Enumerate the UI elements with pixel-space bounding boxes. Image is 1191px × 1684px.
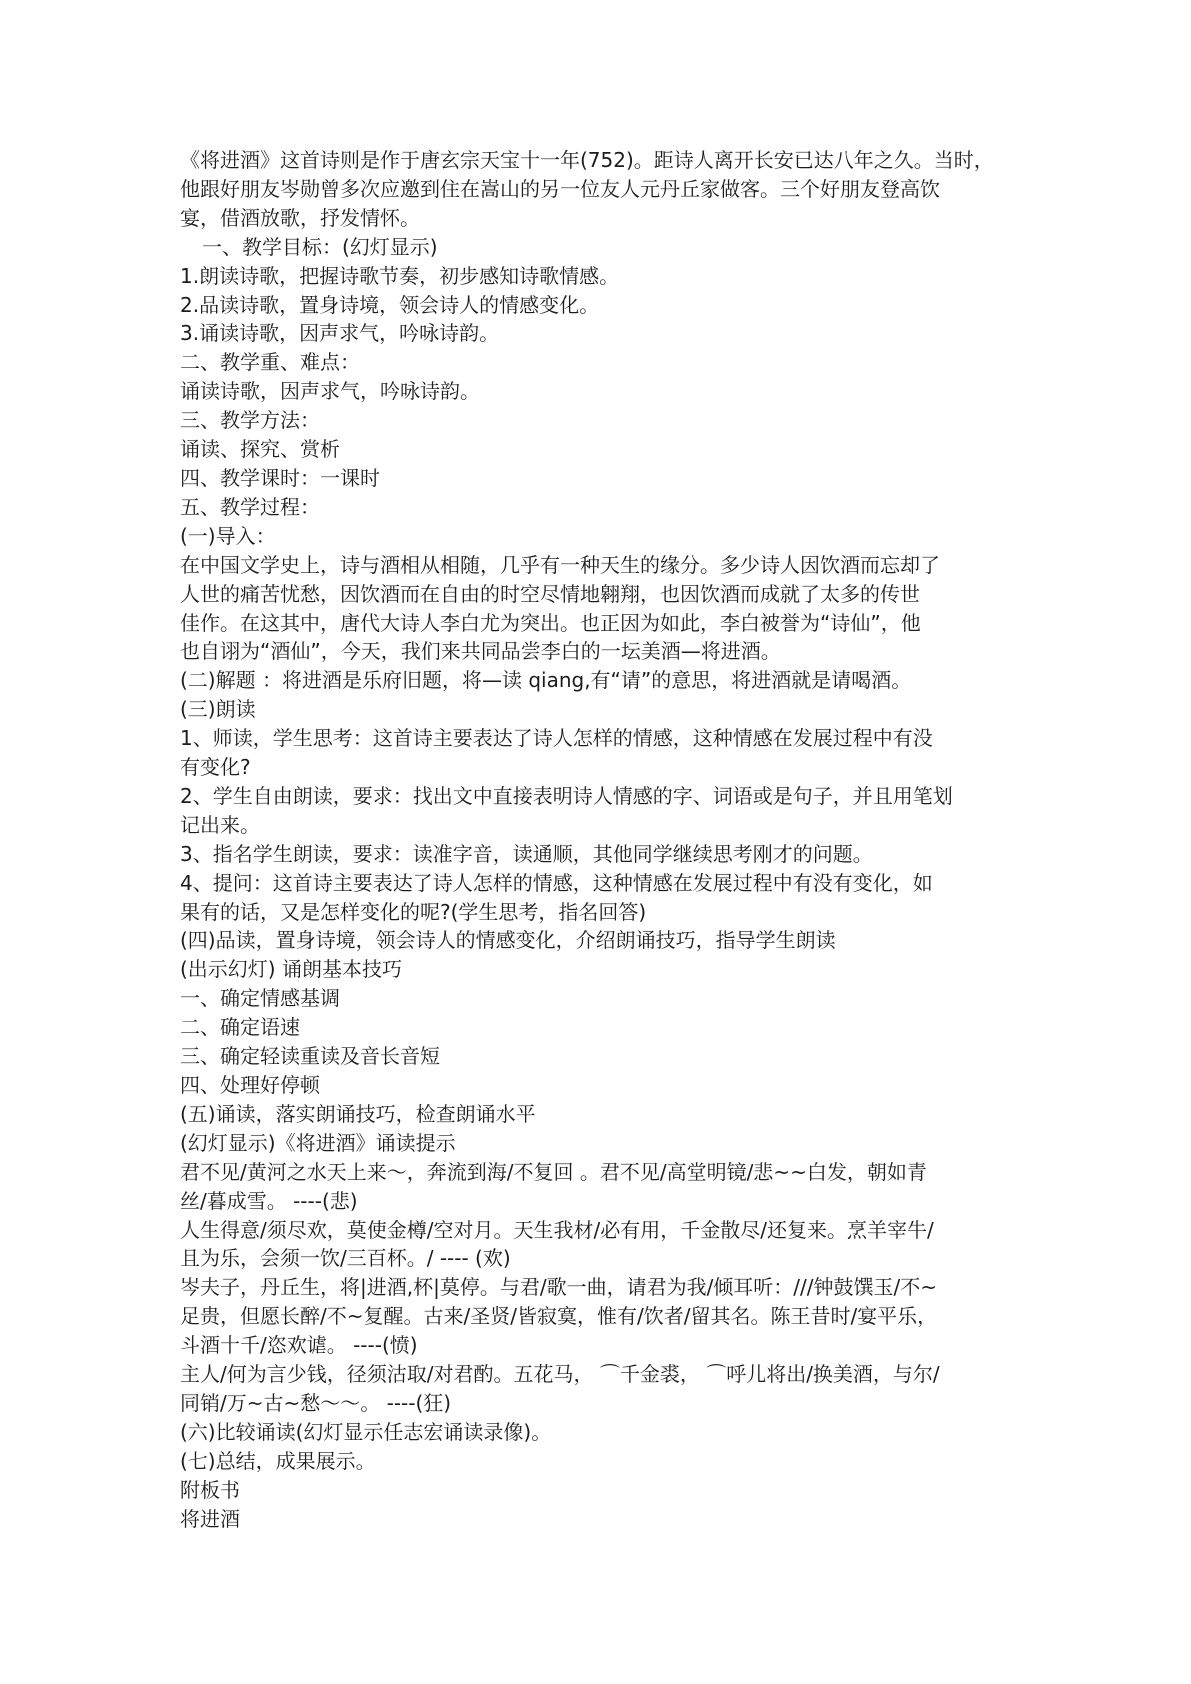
list-item: 1、师读，学生思考：这首诗主要表达了诗人怎样的情感，这种情感在发展过程中有没 <box>180 726 933 751</box>
subsection-heading: (七)总结，成果展示。 <box>180 1448 376 1473</box>
paragraph-line: 记出来。 <box>180 812 260 837</box>
list-item: 2.品读诗歌，置身诗境，领会诗人的情感变化。 <box>180 292 600 317</box>
list-item: 二、确定语速 <box>180 1015 300 1040</box>
paragraph-line: (二)解题 ：将进酒是乐府旧题，将—读 qiang,有“请”的意思，将进酒就是请喝酒。 <box>180 668 912 693</box>
paragraph-line: 他跟好朋友岑勋曾多次应邀到住在嵩山的另一位友人元丹丘家做客。三个好朋友登高饮 <box>180 176 940 201</box>
subsection-heading: (六)比较诵读(幻灯显示任志宏诵读录像)。 <box>180 1419 552 1444</box>
poem-line: 岑夫子，丹丘生，将|进酒,杯|莫停。与君/歌一曲，请君为我/倾耳听：///钟鼓馔玉/不~ <box>180 1275 938 1300</box>
paragraph-line: 在中国文学史上，诗与酒相从相随，几乎有一种天生的缘分。多少诗人因饮酒而忘却了 <box>180 552 940 577</box>
paragraph-line: 也自诩为“酒仙”，今天，我们来共同品尝李白的一坛美酒—将进酒。 <box>180 639 781 664</box>
paragraph-line: (幻灯显示)《将进酒》诵读提示 <box>180 1130 456 1155</box>
poem-line: 且为乐，会须一饮/三百杯。/ ---- (欢) <box>180 1246 511 1271</box>
paragraph-line: 佳作。在这其中，唐代大诗人李白尤为突出。也正因为如此，李白被誉为“诗仙”，他 <box>180 610 921 635</box>
paragraph-line: 人世的痛苦忧愁，因饮酒而在自由的时空尽情地翱翔，也因饮酒而成就了太多的传世 <box>180 581 920 606</box>
subsection-heading: (三)朗读 <box>180 697 256 722</box>
paragraph-line: (出示幻灯) 诵朗基本技巧 <box>180 957 402 982</box>
list-item: 2、学生自由朗读，要求：找出文中直接表明诗人情感的字、词语或是句子，并且用笔划 <box>180 783 953 808</box>
paragraph-line: 诵读诗歌，因声求气，吟咏诗韵。 <box>180 379 480 404</box>
paragraph-line: 将进酒 <box>180 1506 240 1531</box>
poem-line: 人生得意/须尽欢，莫使金樽/空对月。天生我材/必有用，千金散尽/还复来。烹羊宰牛/ <box>180 1217 934 1242</box>
list-item: 三、确定轻读重读及音长音短 <box>180 1044 440 1069</box>
section-heading: 四、教学课时：一课时 <box>180 465 380 490</box>
list-item: 一、确定情感基调 <box>180 986 340 1011</box>
paragraph-line: 有变化? <box>180 755 251 780</box>
subsection-heading: (五)诵读，落实朗诵技巧，检查朗诵水平 <box>180 1101 536 1126</box>
subsection-heading: (一)导入： <box>180 523 276 548</box>
paragraph-line: 《将进酒》这首诗则是作于唐玄宗天宝十一年(752)。距诗人离开长安已达八年之久。当时， <box>180 148 994 172</box>
poem-line: 君不见/黄河之水天上来～，奔流到海/不复回 。君不见/高堂明镜/悲~~白发，朝如青 <box>180 1159 927 1184</box>
poem-line: 斗酒十千/恣欢谑。 ----(愤) <box>180 1333 418 1358</box>
list-item: 1.朗读诗歌，把握诗歌节奏，初步感知诗歌情感。 <box>180 263 620 288</box>
section-heading: 一、教学目标：(幻灯显示) <box>202 234 438 259</box>
list-item: 3.诵读诗歌，因声求气，吟咏诗韵。 <box>180 321 500 346</box>
list-item: 四、处理好停顿 <box>180 1073 320 1097</box>
subsection-heading: (四)品读，置身诗境，领会诗人的情感变化，介绍朗诵技巧，指导学生朗读 <box>180 928 836 953</box>
poem-line: 足贵，但愿长醉/不~复醒。古来/圣贤/皆寂寞，惟有/饮者/留其名。陈王昔时/宴平乐， <box>180 1304 938 1329</box>
paragraph-line: 果有的话，又是怎样变化的呢?(学生思考，指名回答) <box>180 899 647 924</box>
paragraph-line: 附板书 <box>180 1477 240 1502</box>
document-body <box>180 146 1028 1534</box>
list-item: 3、指名学生朗读，要求：读准字音，读通顺，其他同学继续思考刚才的问题。 <box>180 841 873 866</box>
paragraph-line: 诵读、探究、赏析 <box>180 437 340 462</box>
list-item: 4、提问：这首诗主要表达了诗人怎样的情感，这种情感在发展过程中有没有变化，如 <box>180 870 933 895</box>
section-heading: 二、教学重、难点： <box>180 350 360 375</box>
section-heading: 五、教学过程： <box>180 494 320 519</box>
section-heading: 三、教学方法： <box>180 408 320 433</box>
poem-line: 同销/万~古~愁～～。 ----(狂) <box>180 1390 452 1415</box>
poem-line: 主人/何为言少钱，径须沽取/对君酌。五花马， ⌒千金裘， ⌒呼儿将出/换美酒，与尔/ <box>180 1362 940 1387</box>
paragraph-line: 宴，借酒放歌，抒发情怀。 <box>180 205 420 230</box>
poem-line: 丝/暮成雪。 ----(悲) <box>180 1188 358 1213</box>
